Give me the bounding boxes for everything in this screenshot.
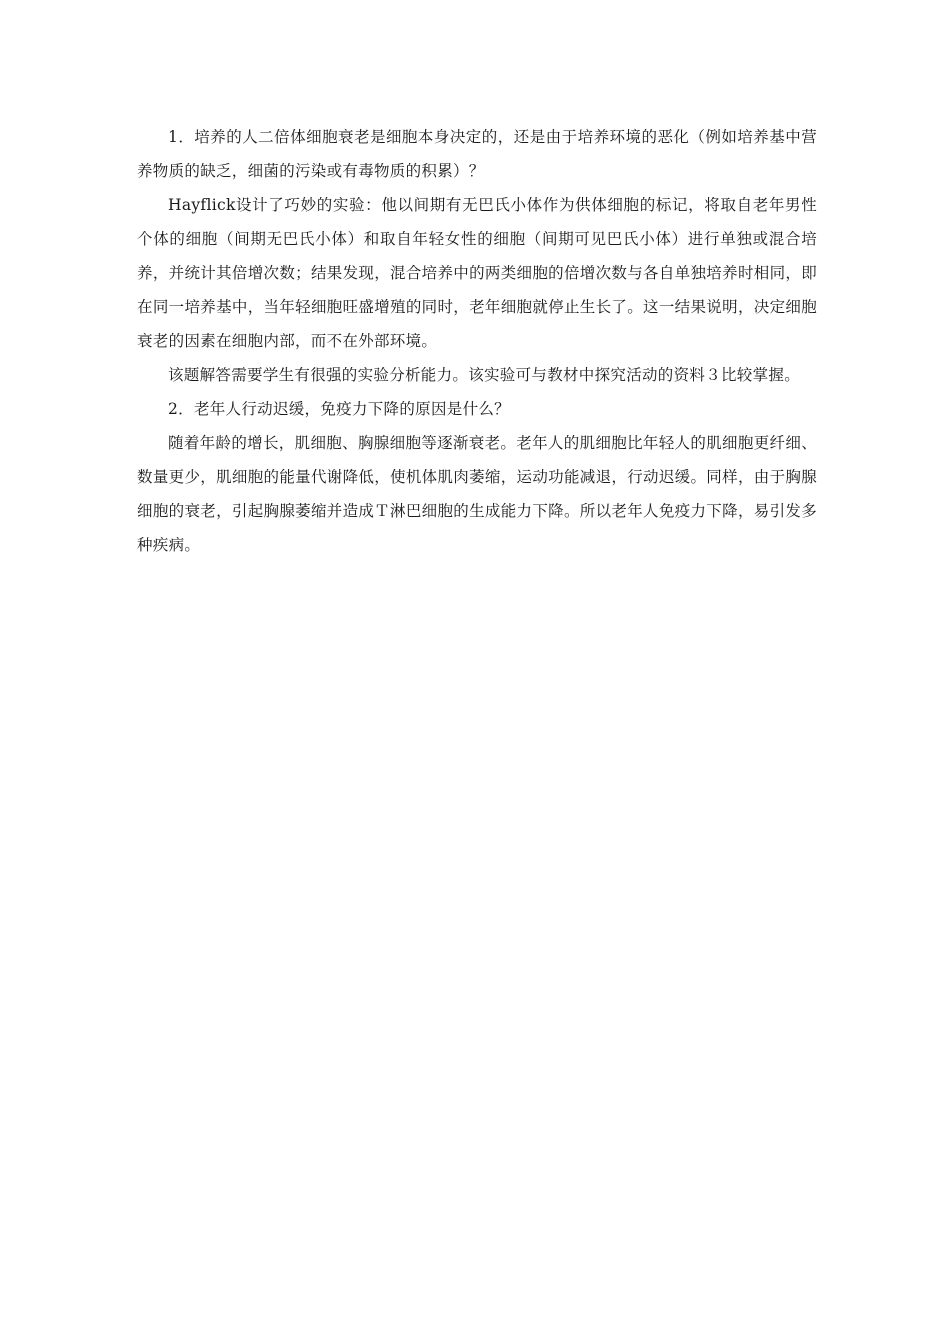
aging-explanation-paragraph: 随着年龄的增长，肌细胞、胸腺细胞等逐渐衰老。老年人的肌细胞比年轻人的肌细胞更纤细、数量更少，肌细胞的能量代谢降低，使机体肌肉萎缩，运动功能减退，行动迟缓。同样，由于胸腺细胞的衰老，引起胸腺萎缩并造成Ｔ淋巴细胞的生成能力下降。所以老年人免疫力下降，易引发多种疾病。 <box>137 434 817 554</box>
analysis-note-paragraph: 该题解答需要学生有很强的实验分析能力。该实验可与教材中探究活动的资料３比较掌握。 <box>168 366 801 384</box>
question-2-paragraph: 2．老年人行动迟缓，免疫力下降的原因是什么？ <box>168 400 510 418</box>
question-1-paragraph: 1．培养的人二倍体细胞衰老是细胞本身决定的，还是由于培养环境的恶化（例如培养基中营养物质的缺乏，细菌的污染或有毒物质的积累）？ <box>137 128 817 180</box>
hayflick-experiment-paragraph: Hayflick设计了巧妙的实验：他以间期有无巴氏小体作为供体细胞的标记，将取自老年男性个体的细胞（间期无巴氏小体）和取自年轻女性的细胞（间期可见巴氏小体）进行单独或混合培养，并统计其倍增次数；结果发现，混合培养中的两类细胞的倍增次数与各自单独培养时相同，即在同一培养基中，当年轻细胞旺盛增殖的同时，老年细胞就停止生长了。这一结果说明，决定细胞衰老的因素在细胞内部，而不在外部环境。 <box>137 196 817 350</box>
document-body <box>137 120 817 562</box>
